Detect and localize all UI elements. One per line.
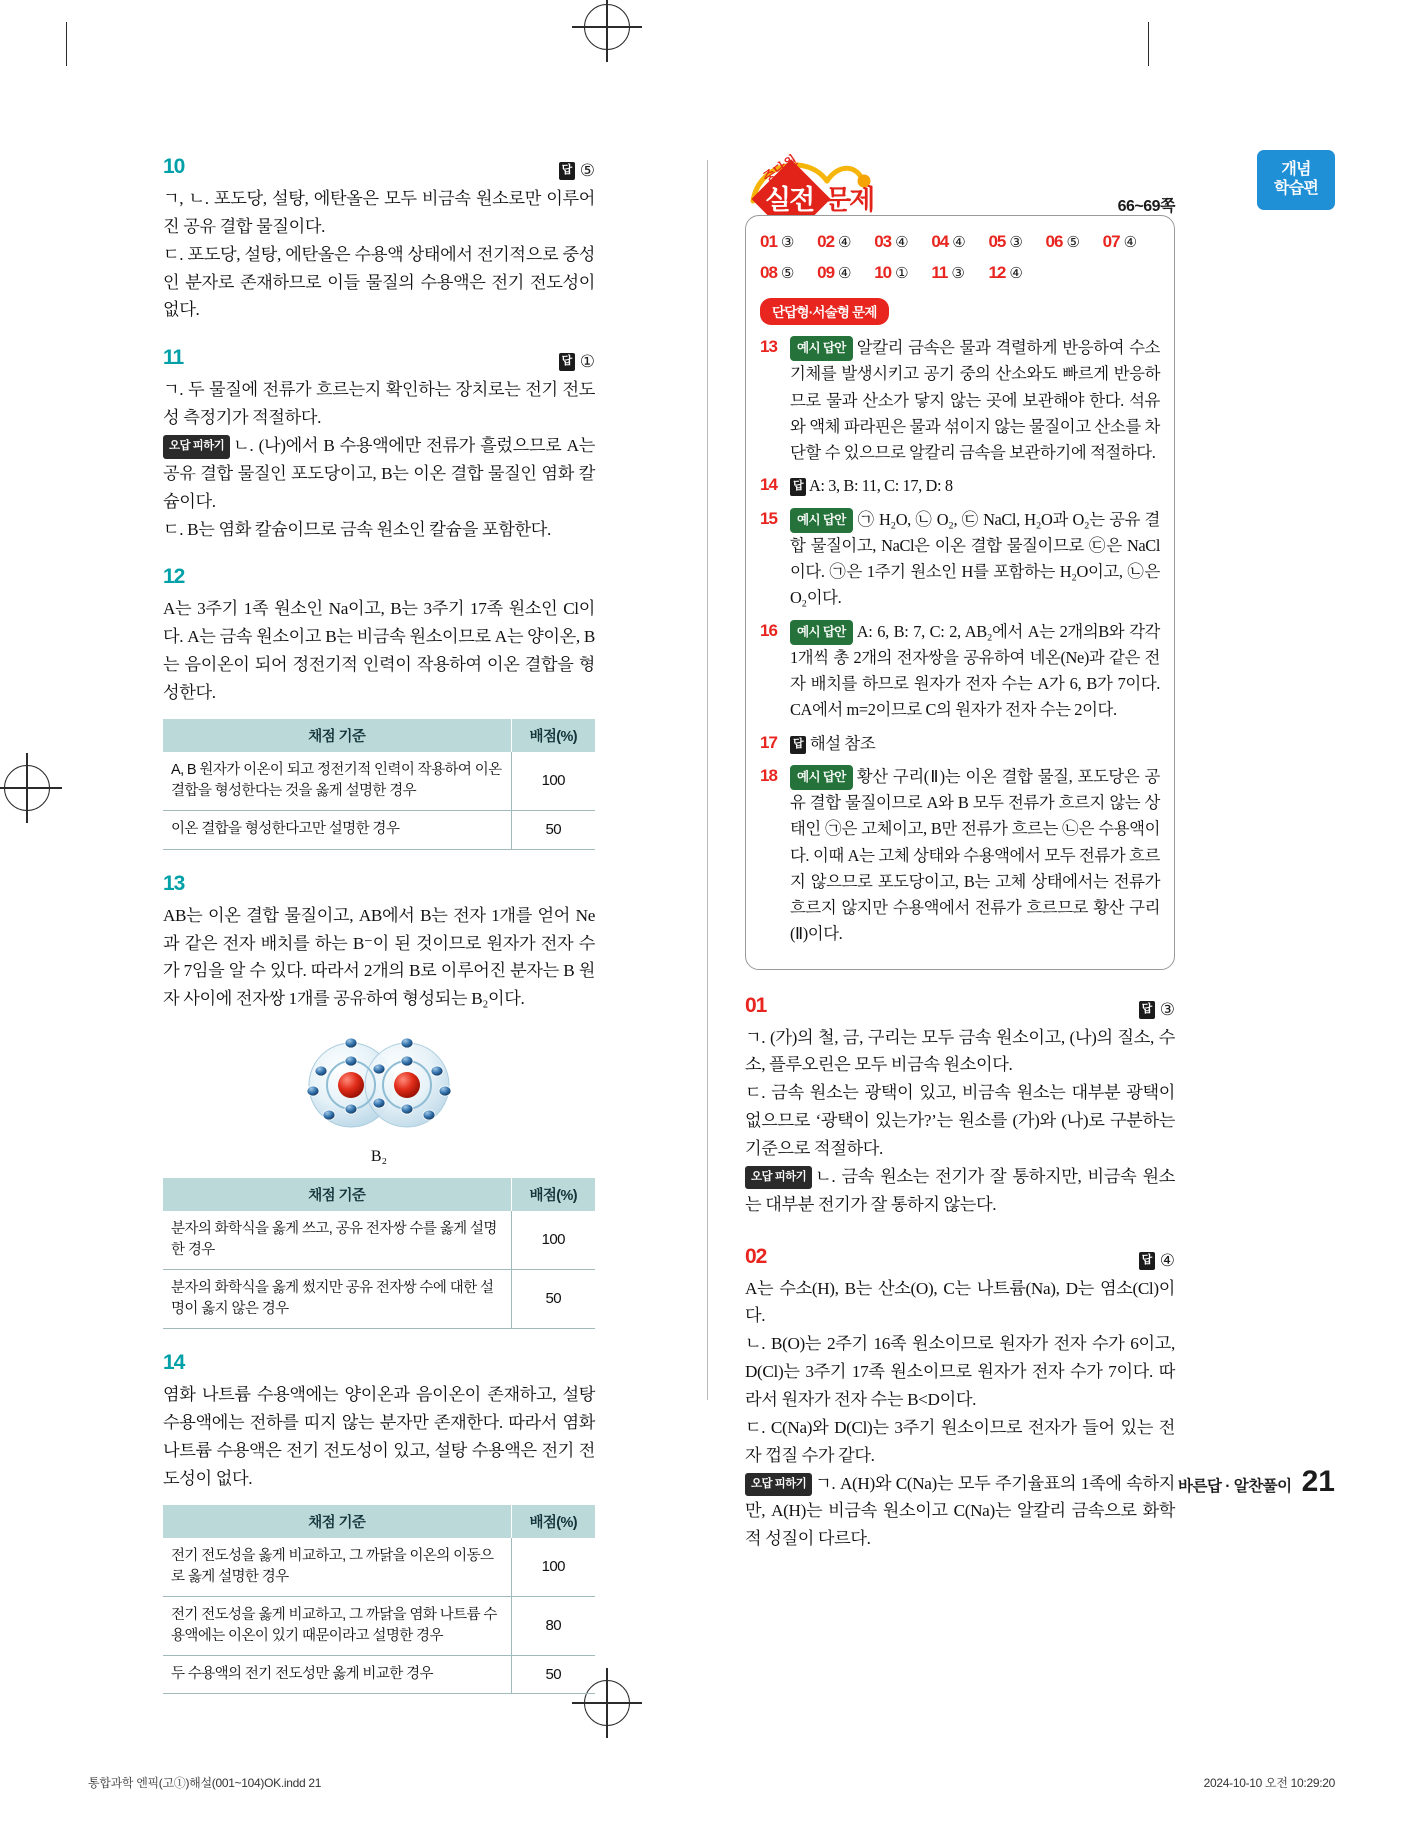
short-answer-number: 17	[760, 732, 777, 752]
short-answer-text: A: 6, B: 7, C: 2, AB₂에서 A는 2개의B와 각각 1개씩 총 2개의 전자쌍을 공유하여 네온(Ne)과 같은 전자 배치를 하므로 원자가 전자 수는 A가 6, B가 7이다. CA에서 m=2이므로 C의 원자가 전자 수는 2이다.	[790, 621, 1160, 720]
explanation-paragraph: ㄱ. 두 물질에 전류가 흐르는지 확인하는 장치로는 전기 전도성 측정기가 적절하다.	[163, 380, 595, 428]
question-number-12: 12	[163, 565, 185, 589]
answer-qnum: 12	[988, 263, 1006, 282]
short-answer-text: 황산 구리(Ⅱ)는 이온 결합 물질, 포도당은 공유 결합 물질이므로 A와 B 모두 전류가 흐르지 않는 상태인 ㉠은 고체이고, B만 전류가 흐르는 ㉡은 수용액이다. 이때 A는 고체 상태와 수용액에서 모두 전류가 흐르지 않으므로 포도당이고, B는 고체 상태에서는 전류가 흐르지 않지만 수용액에서 전류가 흐르므로 황산 구리(Ⅱ)이다.	[790, 766, 1160, 944]
answer-choice: ④	[952, 233, 966, 251]
short-answer-section-badge: 단답형·서술형 문제	[760, 298, 889, 325]
objective-answer-box	[745, 215, 1175, 970]
footer-page-indicator	[1178, 1465, 1335, 1499]
points-cell: 100	[511, 752, 595, 811]
answer-choice: ⑤	[1066, 233, 1080, 251]
answer-cell	[817, 263, 874, 283]
odap-pihagi-badge: 오답 피하기	[163, 435, 230, 459]
answer-choice-11: ①	[579, 352, 595, 373]
answer-cell	[1103, 232, 1160, 252]
explanation-paragraph: A는 3주기 1족 원소인 Na이고, B는 3주기 17족 원소인 Cl이다. A는 금속 원소이고 B는 비금속 원소이므로 A는 양이온, B는 음이온이 되어 정전기적 인력이 작용하여 이온 결합을 형성한다.	[163, 599, 595, 703]
points-cell: 100	[511, 1211, 595, 1270]
short-answer-body	[790, 507, 1160, 612]
explanation-paragraph: A는 수소(H), B는 산소(O), C는 나트륨(Na), D는 염소(Cl)이다.	[745, 1278, 1175, 1326]
short-answer-number: 15	[760, 508, 777, 528]
question-header-11	[163, 346, 595, 372]
explanation-paragraph: ㄷ. B는 염화 칼슘이므로 금속 원소인 칼슘을 포함한다.	[163, 519, 551, 539]
question-number-10: 10	[163, 155, 185, 178]
dap-label-icon: 답	[559, 162, 575, 180]
table-row	[163, 810, 595, 849]
answer-badge-01	[1139, 1000, 1175, 1020]
short-answer-item-14	[760, 473, 1160, 499]
answer-choice: ⑤	[780, 264, 795, 282]
short-answer-number: 16	[760, 620, 777, 640]
short-answer-number: 18	[760, 765, 777, 785]
question-block-12	[163, 565, 595, 849]
answer-qnum: 08	[760, 263, 777, 282]
answer-choice: ③	[951, 264, 965, 282]
col-header-criteria: 채점 기준	[163, 1178, 511, 1211]
indd-file-info: 통합과학 엔픽(고①)해설(001~104)OK.indd 21	[88, 1776, 322, 1790]
short-answer-number: 13	[760, 337, 777, 356]
explanation-paragraph: ㄱ. (가)의 철, 금, 구리는 모두 금속 원소이고, (나)의 질소, 수소, 플루오린은 모두 비금속 원소이다.	[745, 1027, 1175, 1075]
b2-molecule-figure	[163, 1029, 595, 1166]
points-cell: 80	[511, 1596, 595, 1655]
points-cell: 50	[511, 1655, 595, 1694]
answer-choice: ④	[1123, 233, 1138, 251]
odap-pihagi-badge: 오답 피하기	[745, 1166, 812, 1190]
print-footer-meta	[88, 1774, 1335, 1791]
answer-qnum: 03	[874, 232, 892, 251]
criteria-cell: 전기 전도성을 옳게 비교하고, 그 까닭을 염화 나트륨 수용액에는 이온이 있기 때문이라고 설명한 경우	[163, 1596, 511, 1655]
wrong-answer-note	[163, 432, 595, 516]
question-number-02: 02	[745, 1244, 767, 1268]
answer-cell-empty	[1046, 263, 1103, 283]
short-answer-item-16	[760, 619, 1160, 724]
answer-qnum: 05	[988, 232, 1006, 251]
explanation-paragraph: ㄱ, ㄴ. 포도당, 설탕, 에탄올은 모두 비금속 원소로만 이루어진 공유 결합 물질이다.	[163, 189, 595, 236]
left-column	[163, 155, 595, 1716]
crop-mark-top-left-v	[66, 22, 67, 66]
col-header-criteria: 채점 기준	[163, 719, 511, 752]
svg-text:중단원: 중단원	[760, 151, 800, 186]
answer-qnum: 07	[1102, 232, 1120, 251]
answer-choice-10: ⑤	[579, 161, 595, 181]
short-answer-text: A: 3, B: 11, C: 17, D: 8	[808, 476, 953, 496]
question-block-10	[163, 155, 595, 324]
criteria-cell: 전기 전도성을 옳게 비교하고, 그 까닭을 이온의 이동으로 옳게 설명한 경우	[163, 1538, 511, 1597]
question-number-13: 13	[163, 871, 185, 895]
col-header-points: 배점(%)	[511, 1505, 595, 1538]
col-header-criteria: 채점 기준	[163, 1505, 511, 1538]
section-tab-concept-workbook[interactable]	[1257, 150, 1335, 210]
question-header-02	[745, 1245, 1175, 1271]
points-cell: 100	[511, 1538, 595, 1597]
answer-cell	[931, 263, 988, 283]
footer-page-number: 21	[1301, 1465, 1335, 1498]
answer-qnum: 09	[817, 263, 835, 282]
criteria-cell: 분자의 화학식을 옳게 썼지만 공유 전자쌍 수에 대한 설명이 옳지 않은 경우	[163, 1270, 511, 1329]
criteria-cell: A, B 원자가 이온이 되고 정전기적 인력이 작용하여 이온 결합을 형성한다는 것을 옳게 설명한 경우	[163, 752, 511, 811]
short-answer-text: 알칼리 금속은 물과 격렬하게 반응하여 수소 기체를 발생시키고 공기 중의 산소와도 빠르게 반응하므로 물과 산소가 닿지 않는 곳에 보관해야 한다. 석유와 액체 파라핀은 물과 섞이지 않는 물질이고 산소를 차단할 수 있으므로 알칼리 금속을 보관하기에 적절하다.	[790, 338, 1160, 462]
table-row	[163, 1211, 595, 1270]
column-divider	[707, 160, 708, 1400]
answer-choice: ④	[1009, 264, 1023, 282]
answer-cell	[931, 232, 988, 252]
registration-cross-bottom-v	[606, 1668, 608, 1738]
table-header-row	[163, 1505, 595, 1538]
print-timestamp: 2024-10-10 오전 10:29:20	[1203, 1776, 1335, 1790]
col-header-points: 배점(%)	[511, 1178, 595, 1211]
short-answer-body	[790, 619, 1160, 724]
answer-cell	[1046, 232, 1103, 252]
answer-cell	[760, 263, 817, 283]
dap-label-icon: 답	[790, 478, 806, 496]
answer-choice: ③	[1009, 233, 1023, 251]
short-answer-item-18	[760, 764, 1160, 948]
question-block-14	[163, 1351, 595, 1694]
right-column	[745, 151, 1175, 1575]
answer-qnum: 06	[1045, 232, 1063, 251]
answer-qnum: 10	[874, 263, 892, 282]
points-cell: 50	[511, 810, 595, 849]
wrong-answer-note	[745, 1163, 1175, 1219]
answer-cell	[817, 232, 874, 252]
answer-choice: ①	[895, 264, 909, 282]
svg-text:실전: 실전	[765, 185, 814, 215]
dap-label-icon: 답	[790, 736, 806, 754]
registration-cross-left-h	[0, 787, 62, 789]
answer-badge-11	[559, 352, 595, 372]
answer-cell-empty	[1103, 263, 1160, 283]
section-tab-line2: 학습편	[1274, 180, 1318, 197]
answer-choice-01: ③	[1159, 999, 1175, 1020]
b2-molecule-diagram	[279, 1029, 479, 1141]
section-tab-line1: 개념	[1281, 161, 1311, 179]
short-answer-text: 해설 참조	[809, 733, 876, 753]
short-answer-body	[790, 473, 1160, 499]
wrong-answer-note	[745, 1470, 1175, 1554]
question-block-11	[163, 346, 595, 543]
explanation-paragraph: ㄴ. B(O)는 2주기 16족 원소이므로 원자가 전자 수가 6이고, D(Cl)는 3주기 17족 원소이므로 원자가 전자 수가 7이다. 따라서 원자가 전자 수는 B<D이다.	[745, 1334, 1175, 1409]
registration-cross-top-v	[606, 0, 608, 62]
figure-caption-b2: B₂	[370, 1148, 388, 1166]
short-answer-text: ㉠ H₂O, ㉡ O₂, ㉢ NaCl, H₂O과 O₂는 공유 결합 물질이고, NaCl은 이온 결합 물질이므로 ㉢은 NaCl이다. ㉠은 1주기 원소인 H를 포함하는 H₂O이고, ㉡은 O₂이다.	[790, 509, 1160, 608]
answer-cell	[874, 232, 931, 252]
yesi-dapan-badge: 예시 답안	[790, 620, 853, 645]
crop-mark-top-right-v	[1148, 22, 1149, 66]
wrong-answer-text: ㄴ. (나)에서 B 수용액에만 전류가 흘렀으므로 A는 공유 결합 물질인 포도당이고, B는 이온 결합 물질인 염화 칼슘이다.	[163, 436, 595, 511]
answer-choice: ③	[780, 233, 795, 251]
table-row	[163, 1270, 595, 1329]
answer-choice-02: ④	[1159, 1250, 1175, 1271]
answer-qnum: 02	[817, 232, 835, 251]
question-number-14: 14	[163, 1351, 185, 1375]
answer-cell	[874, 263, 931, 283]
answer-cell	[760, 232, 817, 252]
answer-cell	[988, 263, 1045, 283]
col-header-points: 배점(%)	[511, 719, 595, 752]
yesi-dapan-badge: 예시 답안	[790, 765, 853, 790]
explanation-paragraph: ㄷ. C(Na)와 D(Cl)는 3주기 원소이므로 전자가 들어 있는 전자 껍질 수가 같다.	[745, 1417, 1175, 1465]
answer-choice: ④	[838, 264, 852, 282]
scoring-table-12	[163, 719, 595, 850]
page-range-note: 66~69쪽	[1117, 198, 1175, 215]
table-header-row	[163, 719, 595, 752]
explanation-paragraph: ㄷ. 포도당, 설탕, 에탄올은 수용액 상태에서 전기적으로 중성인 분자로 존재하므로 이들 물질의 수용액은 전기 전도성이 없다.	[163, 244, 595, 320]
question-header-12	[163, 565, 595, 591]
explanation-paragraph: ㄷ. 금속 원소는 광택이 있고, 비금속 원소는 대부분 광택이 없으므로 ‘광택이 있는가?’는 원소를 (가)와 (나)로 구분하는 기준으로 적절하다.	[745, 1083, 1175, 1158]
answer-choice: ④	[838, 233, 852, 251]
answer-qnum: 11	[931, 263, 948, 282]
question-number-11: 11	[163, 346, 184, 370]
dap-label-icon: 답	[1139, 1252, 1155, 1270]
short-answer-body	[790, 335, 1160, 466]
answer-qnum: 01	[760, 232, 777, 251]
table-row	[163, 1655, 595, 1694]
svg-text:문제: 문제	[825, 185, 874, 215]
question-header-14	[163, 1351, 595, 1377]
answer-cell	[988, 232, 1045, 252]
footer-book-label: 바른답 · 알찬풀이	[1178, 1478, 1292, 1495]
answer-grid-row-1	[760, 232, 1160, 252]
answer-choice: ④	[895, 233, 909, 251]
explanation-paragraph: AB는 이온 결합 물질이고, AB에서 B는 전자 1개를 얻어 Ne과 같은 전자 배치를 하는 B⁻이 된 것이므로 원자가 전자 수가 7임을 알 수 있다. 따라서 2개의 B로 이루어진 분자는 B 원자 사이에 전자쌍 1개를 공유하여 형성되는 B₂이다.	[163, 905, 595, 1009]
answer-qnum: 04	[931, 232, 949, 251]
table-header-row	[163, 1178, 595, 1211]
short-answer-item-17	[760, 731, 1160, 757]
short-answer-body	[790, 764, 1160, 948]
answer-grid-row-2	[760, 263, 1160, 283]
dap-label-icon: 답	[1139, 1001, 1155, 1019]
table-row	[163, 1538, 595, 1597]
registration-cross-left-v	[26, 753, 28, 823]
points-cell: 50	[511, 1270, 595, 1329]
criteria-cell: 분자의 화학식을 옳게 쓰고, 공유 전자쌍 수를 옳게 설명한 경우	[163, 1211, 511, 1270]
short-answer-number: 14	[760, 475, 777, 495]
criteria-cell: 두 수용액의 전기 전도성만 옳게 비교한 경우	[163, 1655, 511, 1694]
question-block-01	[745, 994, 1175, 1219]
answer-badge-10	[559, 161, 595, 181]
scoring-table-13	[163, 1178, 595, 1329]
answer-badge-02	[1139, 1251, 1175, 1271]
dap-label-icon: 답	[559, 353, 575, 371]
wrong-answer-text: ㄴ. 금속 원소는 전기가 잘 통하지만, 비금속 원소는 대부분 전기가 잘 통하지 않는다.	[745, 1166, 1175, 1214]
table-row	[163, 752, 595, 811]
wrong-answer-text: ㄱ. A(H)와 C(Na)는 모두 주기율표의 1족에 속하지만, A(H)는 비금속 원소이고 C(Na)는 알칼리 금속으로 화학적 성질이 다르다.	[745, 1473, 1175, 1549]
short-answer-body	[790, 731, 1160, 757]
question-header-10	[163, 155, 595, 181]
question-header-01	[745, 994, 1175, 1020]
short-answer-item-13	[760, 335, 1160, 466]
short-answer-item-15	[760, 507, 1160, 612]
table-row	[163, 1596, 595, 1655]
explanation-paragraph: 염화 나트륨 수용액에는 양이온과 음이온이 존재하고, 설탕 수용액에는 전하를 띠지 않는 분자만 존재한다. 따라서 염화 나트륨 수용액은 전기 전도성이 있고, 설탕 수용액은 전기 전도성이 없다.	[163, 1385, 595, 1488]
yesi-dapan-badge: 예시 답안	[790, 508, 853, 533]
question-block-02	[745, 1245, 1175, 1554]
question-block-13	[163, 872, 595, 1330]
yesi-dapan-badge: 예시 답안	[790, 336, 853, 361]
question-header-13	[163, 872, 595, 898]
odap-pihagi-badge: 오답 피하기	[745, 1473, 812, 1497]
criteria-cell: 이온 결합을 형성한다고만 설명한 경우	[163, 810, 511, 849]
question-number-01: 01	[745, 993, 767, 1017]
scoring-table-14	[163, 1505, 595, 1695]
